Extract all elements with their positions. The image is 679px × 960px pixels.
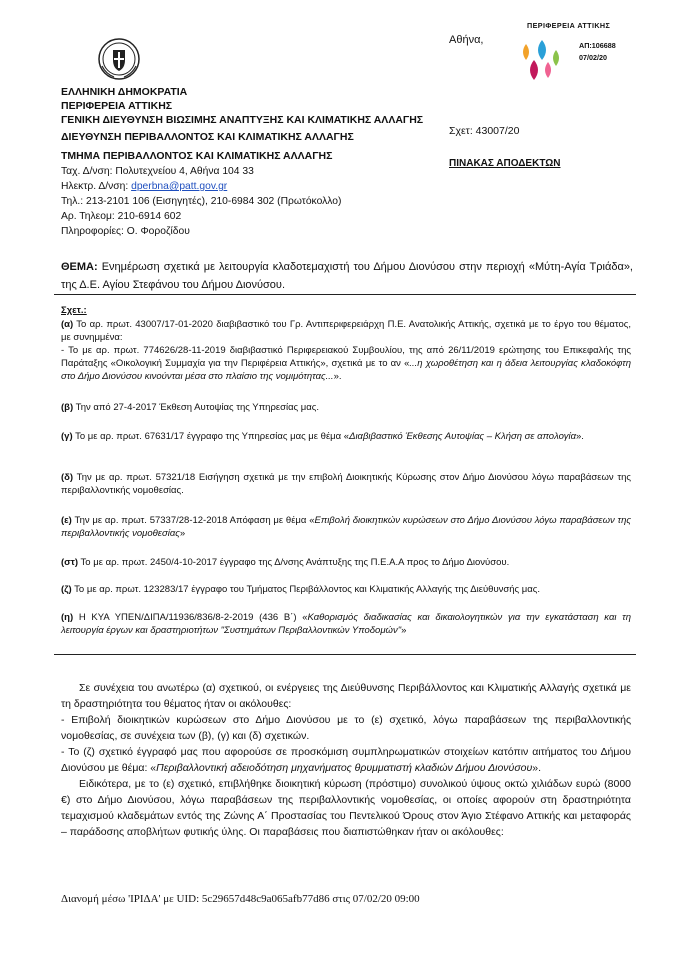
reference-c-label: (γ) (61, 431, 73, 442)
body-paragraph-3 (61, 744, 631, 776)
reference-d-label: (δ) (61, 472, 74, 483)
region-logo-title: ΠΕΡΙΦΕΡΕΙΑ ΑΤΤΙΚΗΣ (527, 21, 611, 30)
distribution-footer: Διανομή μέσω 'ΙΡΙΔΑ' με UID: 5c29657d48c9a065afb77d86 στις 07/02/20 09:00 (61, 893, 420, 905)
reference-b (61, 401, 631, 414)
reference-c-text: Το με αρ. πρωτ. 67631/17 έγγραφο της Υπηρεσίας μας με θέμα « (72, 431, 350, 442)
reference-h-text: Η ΚΥΑ ΥΠΕΝ/ΔΙΠΑ/11936/836/8-2-2019 (436 Β΄) « (73, 612, 308, 623)
reference-b-label: (β) (61, 402, 74, 413)
place-athens: Αθήνα, (449, 34, 484, 46)
contact-address: Ταχ. Δ/νση: Πολυτεχνείου 4, Αθήνα 104 33 (61, 166, 254, 177)
divider-top (54, 294, 636, 295)
body-paragraph-1: Σε συνέχεια του ανωτέρω (α) σχετικού, οι ενέργειες της Διεύθυνσης Περιβάλλοντος και Κλιματικής Αλλαγής σχετικά με τη δραστηριότητα του θέματος ήταν οι ακόλουθες: (61, 682, 631, 710)
reference-e-label: (ε) (61, 515, 72, 526)
contact-email-link[interactable]: dperbna@patt.gov.gr (131, 181, 228, 192)
divider-bottom (54, 654, 636, 655)
reference-c-italic: Διαβιβαστικό Έκθεσης Αυτοψίας – Κλήση σε απολογία (349, 431, 577, 442)
coat-of-arms-icon (96, 36, 142, 82)
reference-e-text: Την με αρ. πρωτ. 57337/28-12-2018 Απόφαση με θέμα « (71, 515, 315, 526)
reference-c-end: ». (576, 431, 584, 442)
reference-d (61, 471, 631, 497)
reference-h-label: (η) (61, 612, 74, 623)
header-line-directorate: ΔΙΕΥΘΥΝΣΗ ΠΕΡΙΒΑΛΛΟΝΤΟΣ ΚΑΙ ΚΛΙΜΑΤΙΚΗΣ ΑΛΛΑΓΗΣ (61, 131, 354, 143)
body-paragraph-4: Ειδικότερα, με το (ε) σχετικό, επιβλήθηκε διοικητική κύρωση (πρόστιμο) συνολικού ύψους οκτώ χιλιάδων ευρώ (8000 €) στο Δήμο Διονύσου, λόγω παραβάσεων της περιβαλλοντικής νομοθεσίας, οι οποίες αφορούν στη δραστηριότητα τεμαχισμού κλαδεμάτων εντός της Ζώνης Α΄ Προστασίας του Πεντελικού Όρους στον Άγιο Στέφανο Αττικής και μεταφοράς – παράδοσης αποβλήτων φυτικής ύλης. Οι παραβάσεις που διαπιστώθηκαν ήταν οι ακόλουθες: (61, 778, 631, 838)
body-paragraph-3-text: - Το (ζ) σχετικό έγγραφό μας που αφορούσε σε προσκόμιση συμπληρωματικών στοιχείων κατόπιν αιτήματος του Δήμου Διονύσου με θέμα: « (61, 746, 631, 774)
reference-st-text: Το με αρ. πρωτ. 2450/4-10-2017 έγγραφο της Δ/νσης Ανάπτυξης της Π.Ε.Α.Α προς το Δήμο Διονύσου. (78, 557, 510, 568)
subject-text: Ενημέρωση σχετικά με λειτουργία κλαδοτεμαχιστή του Δήμου Διονύσου στην περιοχή «Μύτη-Αγία Τριάδα», της Δ.Ε. Αγίου Στεφάνου του Δήμου Διονύσου. (61, 261, 633, 291)
contact-fax: Αρ. Τηλεομ: 210-6914 602 (61, 211, 182, 222)
reference-a-label: (α) (61, 319, 74, 330)
subject-label: ΘΕΜΑ: (61, 261, 98, 273)
reference-a-text: Το αρ. πρωτ. 43007/17-01-2020 διαβιβαστικό του Γρ. Αντιπεριφερειάρχη Π.Ε. Ανατολικής Αττικής, σχετικά με το έργο του θέματος, με συνημμένα: (61, 319, 631, 343)
reference-number: Σχετ: 43007/20 (449, 125, 520, 137)
protocol-number: ΑΠ:106688 (579, 41, 616, 50)
reference-e-italic: Επιβολή διοικητικών κυρώσεων στο Δήμο Διονύσου λόγω παραβάσεων της περιβαλλοντικής νομοθεσίας (61, 515, 631, 539)
reference-st (61, 556, 631, 569)
reference-a-sub-end: ». (333, 371, 342, 382)
contact-email-label: Ηλεκτρ. Δ/νση: (61, 181, 132, 192)
reference-a (61, 318, 631, 383)
reference-z-label: (ζ) (61, 584, 72, 595)
reference-a-sub-italic: ...η χωροθέτηση και η άδεια λειτουργίας κλαδοκόφτη στο Δήμο Διονύσου κινούνται μέσα στο πλαίσιο της νομιμότητας... (61, 358, 631, 382)
reference-st-label: (στ) (61, 557, 79, 568)
region-logo-icon (512, 36, 574, 84)
contact-info: Πληροφορίες: Ο. Φοροζίδου (61, 226, 190, 237)
reference-a-sub-text: - Το με αρ. πρωτ. 774626/28-11-2019 διαβιβαστικό Περιφερειακού Συμβουλίου, της από 26/11/2019 ερώτησης του Επικεφαλής της Παράταξης «Οικολογική Συμμαχία για την Περιφέρεια Αττικής», σχετικά με το αν « (61, 345, 631, 369)
body-text (61, 680, 631, 840)
header-line-region: ΠΕΡΙΦΕΡΕΙΑ ΑΤΤΙΚΗΣ (61, 100, 173, 112)
reference-h-end: » (401, 625, 407, 636)
references-title-label: Σχετ.: (61, 305, 87, 316)
body-paragraph-2: - Επιβολή διοικητικών κυρώσεων στο Δήμο Διονύσου με το (ε) σχετικό, λόγω παραβάσεων της περιβαλλοντικής νομοθεσίας, σε συνέχεια των (β), (γ) και (δ) σχετικών. (61, 714, 631, 742)
subject (61, 258, 633, 294)
header-line-general-directorate: ΓΕΝΙΚΗ ΔΙΕΥΘΥΝΣΗ ΒΙΩΣΙΜΗΣ ΑΝΑΠΤΥΞΗΣ ΚΑΙ ΚΛΙΜΑΤΙΚΗΣ ΑΛΛΑΓΗΣ (61, 114, 424, 126)
recipients-table-link: ΠΙΝΑΚΑΣ ΑΠΟΔΕΚΤΩΝ (449, 158, 561, 169)
header-line-republic: ΕΛΛΗΝΙΚΗ ΔΗΜΟΚΡΑΤΙΑ (61, 86, 188, 98)
reference-d-text: Την με αρ. πρωτ. 57321/18 Εισήγηση σχετικά με την επιβολή Διοικητικής Κύρωσης στον Δήμο Διονύσου λόγω παραβάσεων της περιβαλλοντικής νομοθεσίας. (61, 472, 631, 496)
reference-z (61, 583, 631, 596)
header-line-department: ΤΜΗΜΑ ΠΕΡΙΒΑΛΛΟΝΤΟΣ ΚΑΙ ΚΛΙΜΑΤΙΚΗΣ ΑΛΛΑΓΗΣ (61, 150, 333, 162)
reference-b-text: Την από 27-4-2017 Έκθεση Αυτοψίας της Υπηρεσίας μας. (73, 402, 319, 413)
reference-e (61, 514, 631, 540)
body-paragraph-3-italic: Περιβαλλοντική αδειοδότηση μηχανήματος θρυμματιστή κλαδιών Δήμου Διονύσου (156, 762, 533, 774)
reference-h-italic: Καθορισμός διαδικασίας και δικαιολογητικών για την εγκατάσταση και τη λειτουργία έργων και δραστηριοτήτων "Συστημάτων Περιβαλλοντικών Υποδομών" (61, 612, 631, 636)
protocol-date: 07/02/20 (579, 53, 607, 62)
contact-phone: Τηλ.: 213-2101 106 (Εισηγητές), 210-6984 302 (Πρωτόκολλο) (61, 196, 342, 207)
reference-c (61, 430, 631, 443)
references-title (61, 304, 631, 317)
reference-e-end: » (179, 528, 186, 539)
body-paragraph-3-end: ». (532, 762, 542, 774)
contact-email-row (61, 181, 227, 192)
reference-z-text: Το με αρ. πρωτ. 123283/17 έγγραφο του Τμήματος Περιβάλλοντος και Κλιματικής Αλλαγής της Διεύθυνσής μας. (71, 584, 540, 595)
reference-h (61, 611, 631, 637)
